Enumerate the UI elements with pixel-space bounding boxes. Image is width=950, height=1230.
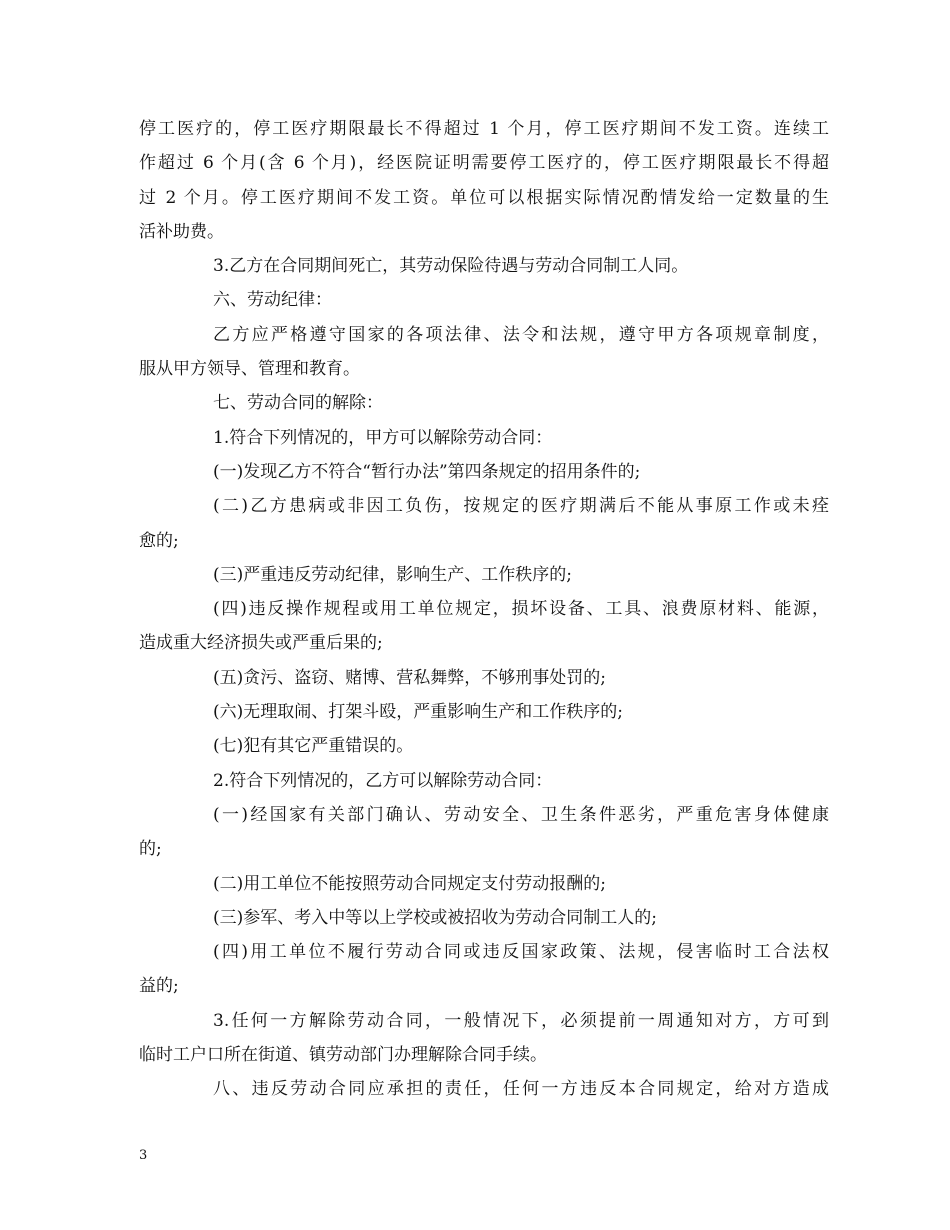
text-line: 六、劳动纪律： (213, 290, 332, 311)
text-line: 3.乙方在合同期间死亡，其劳动保险待遇与劳动合同制工人同。 (213, 256, 689, 277)
text-line: 过 2 个月。停工医疗期间不发工资。单位可以根据实际情况酌情发给一定数量的生 (139, 187, 829, 208)
text-line: (四)违反操作规程或用工单位规定，损坏设备、工具、浪费原材料、能源， (213, 599, 829, 620)
text-line: 作超过 6 个月(含 6 个月)，经医院证明需要停工医疗的，停工医疗期限最长不得超 (139, 153, 829, 174)
text-line: 1.符合下列情况的，甲方可以解除劳动合同： (213, 427, 553, 448)
text-line: 的; (139, 839, 162, 860)
text-line: (一)发现乙方不符合“暂行办法”第四条规定的招用条件的; (213, 461, 641, 482)
text-line: 造成重大经济损失或严重后果的; (139, 633, 383, 654)
text-line: 3.任何一方解除劳动合同，一般情况下，必须提前一周通知对方，方可到 (213, 1010, 829, 1031)
text-line: (七)犯有其它严重错误的。 (213, 736, 414, 757)
text-line: 2.符合下列情况的，乙方可以解除劳动合同： (213, 770, 553, 791)
text-line: 愈的; (139, 530, 179, 551)
text-line: (一)经国家有关部门确认、劳动安全、卫生条件恶劣，严重危害身体健康 (213, 804, 829, 825)
text-line: 临时工户口所在街道、镇劳动部门办理解除合同手续。 (139, 1045, 547, 1066)
text-line: (五)贪污、盗窃、赌博、营私舞弊，不够刑事处罚的; (213, 667, 606, 688)
text-line: 七、劳动合同的解除： (213, 393, 383, 414)
page-number: 3 (139, 1148, 148, 1163)
text-line: 活补助费。 (139, 221, 224, 242)
text-line: (二)乙方患病或非因工负伤，按规定的医疗期满后不能从事原工作或未痊 (213, 496, 829, 517)
text-line: (六)无理取闹、打架斗殴，严重影响生产和工作秩序的; (213, 702, 623, 723)
text-line: 服从甲方领导、管理和教育。 (139, 359, 360, 380)
text-line: (四)用工单位不履行劳动合同或违反国家政策、法规，侵害临时工合法权 (213, 942, 829, 963)
document-body (139, 112, 829, 1107)
text-line: 乙方应严格遵守国家的各项法律、法令和法规，遵守甲方各项规章制度， (213, 324, 829, 345)
text-line: (二)用工单位不能按照劳动合同规定支付劳动报酬的; (213, 873, 606, 894)
text-line: 益的; (139, 976, 179, 997)
text-line: (三)参军、考入中等以上学校或被招收为劳动合同制工人的; (213, 907, 657, 928)
text-line: 停工医疗的，停工医疗期限最长不得超过 1 个月，停工医疗期间不发工资。连续工 (139, 119, 829, 139)
text-line: (三)严重违反劳动纪律，影响生产、工作秩序的; (213, 564, 572, 585)
text-line: 八、违反劳动合同应承担的责任，任何一方违反本合同规定，给对方造成 (213, 1079, 829, 1100)
